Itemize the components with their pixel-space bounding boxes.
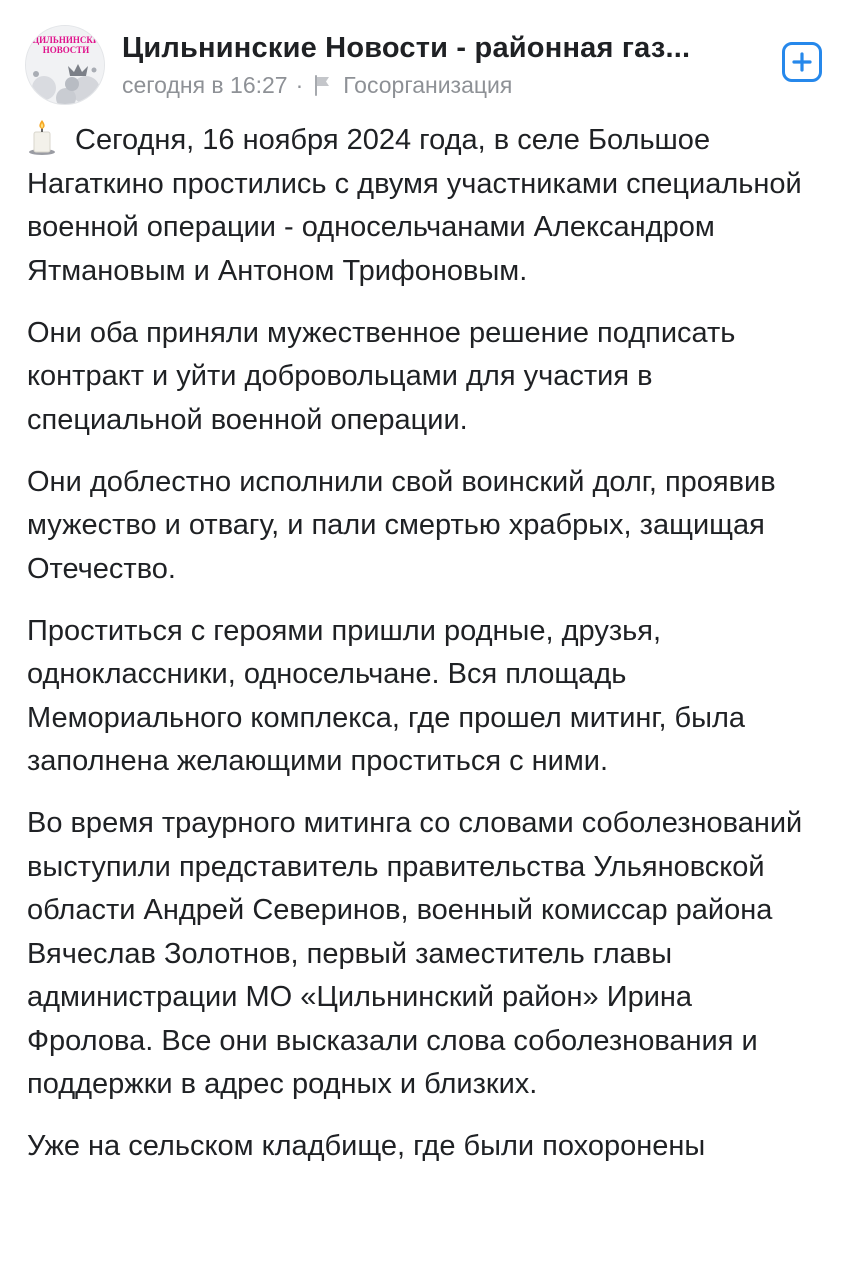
avatar-title-line2: НОВОСТИ bbox=[42, 45, 90, 55]
paragraph-text: Сегодня, 16 ноября 2024 года, в селе Большое Нагаткино простились с двумя участниками специальной военной операции - односельчанами Александром Ятмановым и Антоном Трифоновым. bbox=[27, 124, 802, 287]
post-paragraph: Они оба приняли мужественное решение подписать контракт и уйти добровольцами для участия в специальной военной операции. bbox=[27, 316, 736, 436]
group-category: Госорганизация bbox=[343, 72, 513, 98]
post-meta bbox=[122, 70, 762, 100]
group-name-link[interactable]: Цильнинские Новости - районная газ... bbox=[122, 32, 691, 64]
group-info bbox=[122, 28, 762, 100]
post-paragraph bbox=[27, 119, 817, 293]
flag-icon bbox=[311, 73, 335, 97]
group-avatar[interactable] bbox=[25, 25, 105, 105]
post-paragraph: Во время траурного митинга со словами соболезнований выступили представитель правительства Ульяновской области Андрей Северинов, военный комиссар района Вячеслав Золотнов, первый заместитель главы администрации МО «Цильнинский район» Ирина Фролова. Все они высказали слова соболезнования и поддержки в адрес родных и близких. bbox=[27, 807, 803, 1100]
meta-separator: · bbox=[295, 72, 304, 98]
post-time[interactable]: сегодня в 16:27 bbox=[122, 72, 288, 98]
post-text bbox=[27, 119, 817, 1187]
candle-emoji-icon bbox=[27, 119, 57, 155]
post-header bbox=[0, 0, 841, 112]
avatar-title-line1: ЦИЛЬНИНСКИ bbox=[32, 35, 100, 45]
post-paragraph: Уже на сельском кладбище, где были похоронены bbox=[27, 1130, 706, 1162]
subscribe-plus-button[interactable] bbox=[782, 42, 822, 82]
post-paragraph: Они доблестно исполнили свой воинский долг, проявив мужество и отвагу, и пали смертью храбрых, защищая Отечество. bbox=[27, 465, 776, 585]
post-paragraph: Проститься с героями пришли родные, друзья, одноклассники, односельчане. Вся площадь Мемориального комплекса, где прошел митинг, была заполнена желающими проститься с ними. bbox=[27, 614, 746, 777]
plus-square-icon bbox=[785, 45, 819, 79]
